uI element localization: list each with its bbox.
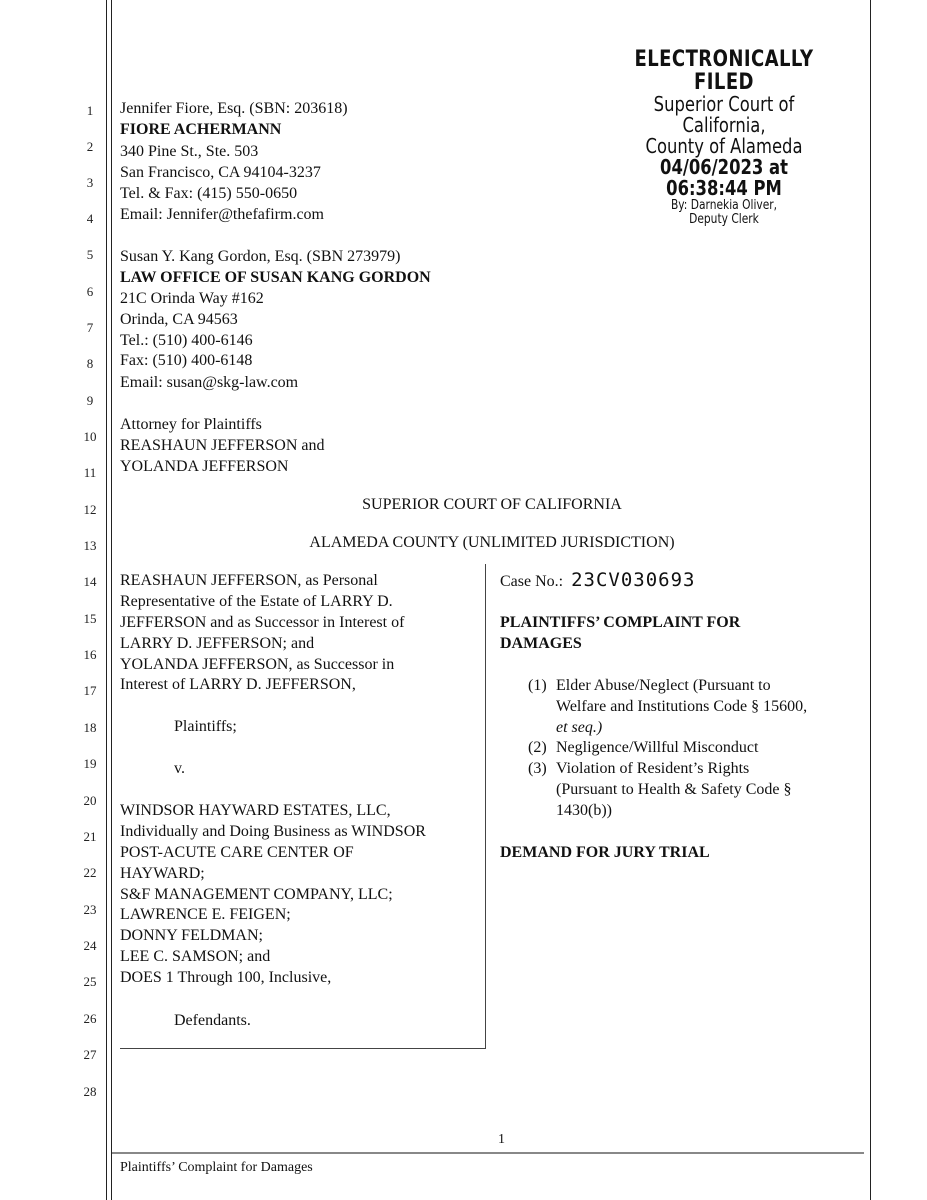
line-number: 4	[86, 211, 94, 226]
line-number: 21	[83, 829, 97, 844]
line-number: 6	[86, 284, 94, 299]
jury-demand: DEMAND FOR JURY TRIAL	[500, 844, 710, 861]
line-number: 23	[83, 902, 97, 917]
plaintiffs-line: Interest of LARRY D. JEFFERSON,	[120, 676, 356, 693]
left-margin-rule-2	[111, 0, 112, 1200]
line-number: 10	[83, 429, 97, 444]
attorney-for-line-1: Attorney for Plaintiffs	[120, 416, 262, 433]
plaintiffs-line: REASHAUN JEFFERSON, as Personal	[120, 572, 378, 589]
stamp-court: Superior Court of California,	[653, 92, 795, 138]
complaint-title-line-2: DAMAGES	[500, 635, 582, 652]
line-number: 15	[83, 611, 97, 626]
line-number: 5	[86, 247, 94, 262]
line-number: 8	[86, 356, 94, 371]
attorney-for-line-3: YOLANDA JEFFERSON	[120, 458, 289, 475]
defendants-line: WINDSOR HAYWARD ESTATES, LLC,	[120, 802, 391, 819]
line-number: 13	[83, 538, 97, 553]
line-number: 9	[86, 393, 94, 408]
attorney-1-firm: FIORE ACHERMANN	[120, 121, 282, 138]
defendants-line: DOES 1 Through 100, Inclusive,	[120, 969, 332, 986]
cause-2-line: Negligence/Willful Misconduct	[556, 739, 759, 756]
right-margin-rule	[870, 0, 871, 1200]
line-number: 27	[83, 1047, 97, 1062]
court-name: SUPERIOR COURT OF CALIFORNIA	[362, 496, 622, 513]
cause-1-line: Welfare and Institutions Code § 15600,	[556, 698, 808, 715]
attorney-1-address-1: 340 Pine St., Ste. 503	[120, 143, 259, 160]
cause-3-line: Violation of Resident’s Rights	[556, 760, 750, 777]
plaintiffs-line: LARRY D. JEFFERSON; and	[120, 635, 315, 652]
line-number: 24	[83, 938, 97, 953]
defendants-line: POST-ACUTE CARE CENTER OF	[120, 844, 354, 861]
line-number: 11	[83, 465, 97, 480]
footer-rule	[112, 1152, 864, 1154]
attorney-1-phone: Tel. & Fax: (415) 550-0650	[120, 185, 298, 202]
case-number-row	[500, 570, 696, 592]
plaintiffs-line: YOLANDA JEFFERSON, as Successor in	[120, 656, 395, 673]
caption-divider-bottom	[120, 1048, 486, 1049]
complaint-title-line-1: PLAINTIFFS’ COMPLAINT FOR	[500, 614, 741, 631]
case-number: 23CV030693	[571, 569, 696, 591]
stamp-datetime: 04/06/2023 at 06:38:44 PM	[660, 155, 788, 201]
line-number: 16	[83, 647, 97, 662]
line-number: 3	[86, 175, 94, 190]
attorney-2-tel: Tel.: (510) 400-6146	[120, 332, 253, 349]
page-number: 1	[498, 1132, 505, 1147]
line-number: 25	[83, 974, 97, 989]
line-number: 26	[83, 1011, 97, 1026]
line-number: 7	[86, 320, 94, 335]
stamp-by: By: Darnekia Oliver,	[670, 198, 778, 214]
attorney-2-firm: LAW OFFICE OF SUSAN KANG GORDON	[120, 269, 431, 286]
line-number: 18	[83, 720, 97, 735]
stamp-county: County of Alameda	[645, 134, 803, 159]
attorney-1-address-2: San Francisco, CA 94104-3237	[120, 164, 321, 181]
cause-3-line: (Pursuant to Health & Safety Code §	[556, 781, 792, 798]
attorney-for-line-2: REASHAUN JEFFERSON and	[120, 437, 325, 454]
caption-divider-vertical	[485, 564, 486, 1048]
defendants-line: LEE C. SAMSON; and	[120, 948, 271, 965]
line-number: 19	[83, 756, 97, 771]
filing-stamp	[626, 48, 823, 226]
line-number: 1	[86, 103, 94, 118]
defendants-label: Defendants.	[174, 1012, 251, 1029]
line-number: 12	[83, 502, 97, 517]
attorney-2-fax: Fax: (510) 400-6148	[120, 352, 253, 369]
cause-1-line: et seq.)	[556, 719, 603, 736]
left-margin-rule-1	[106, 0, 107, 1200]
cause-1-line: Elder Abuse/Neglect (Pursuant to	[556, 677, 771, 694]
cause-3-number: (3)	[528, 760, 547, 777]
line-number: 17	[83, 683, 97, 698]
line-number: 22	[83, 865, 97, 880]
attorney-2-address-2: Orinda, CA 94563	[120, 311, 238, 328]
footer-title: Plaintiffs’ Complaint for Damages	[120, 1160, 313, 1175]
line-number: 20	[83, 793, 97, 808]
cause-2-number: (2)	[528, 739, 547, 756]
court-county: ALAMEDA COUNTY (UNLIMITED JURISDICTION)	[309, 534, 675, 551]
plaintiffs-line: Representative of the Estate of LARRY D.	[120, 593, 393, 610]
stamp-role: Deputy Clerk	[689, 211, 759, 227]
cause-3-line: 1430(b))	[556, 802, 612, 819]
attorney-2-name: Susan Y. Kang Gordon, Esq. (SBN 273979)	[120, 248, 401, 265]
attorney-1-name: Jennifer Fiore, Esq. (SBN: 203618)	[120, 100, 348, 117]
defendants-line: Individually and Doing Business as WINDSOR	[120, 823, 426, 840]
versus: v.	[174, 760, 185, 777]
defendants-line: HAYWARD;	[120, 865, 205, 882]
cause-1-number: (1)	[528, 677, 547, 694]
defendants-line: DONNY FELDMAN;	[120, 927, 263, 944]
case-number-label: Case No.:	[500, 573, 564, 590]
line-number: 28	[83, 1084, 97, 1099]
attorney-2-email: Email: susan@skg-law.com	[120, 374, 299, 391]
defendants-line: S&F MANAGEMENT COMPANY, LLC;	[120, 886, 393, 903]
attorney-1-email: Email: Jennifer@thefafirm.com	[120, 206, 324, 223]
defendants-line: LAWRENCE E. FEIGEN;	[120, 906, 291, 923]
plaintiffs-line: JEFFERSON and as Successor in Interest of	[120, 614, 405, 631]
stamp-title: ELECTRONICALLY FILED	[634, 47, 814, 96]
plaintiffs-label: Plaintiffs;	[174, 718, 237, 735]
line-number: 14	[83, 574, 97, 589]
line-number: 2	[86, 139, 94, 154]
attorney-2-address-1: 21C Orinda Way #162	[120, 290, 264, 307]
